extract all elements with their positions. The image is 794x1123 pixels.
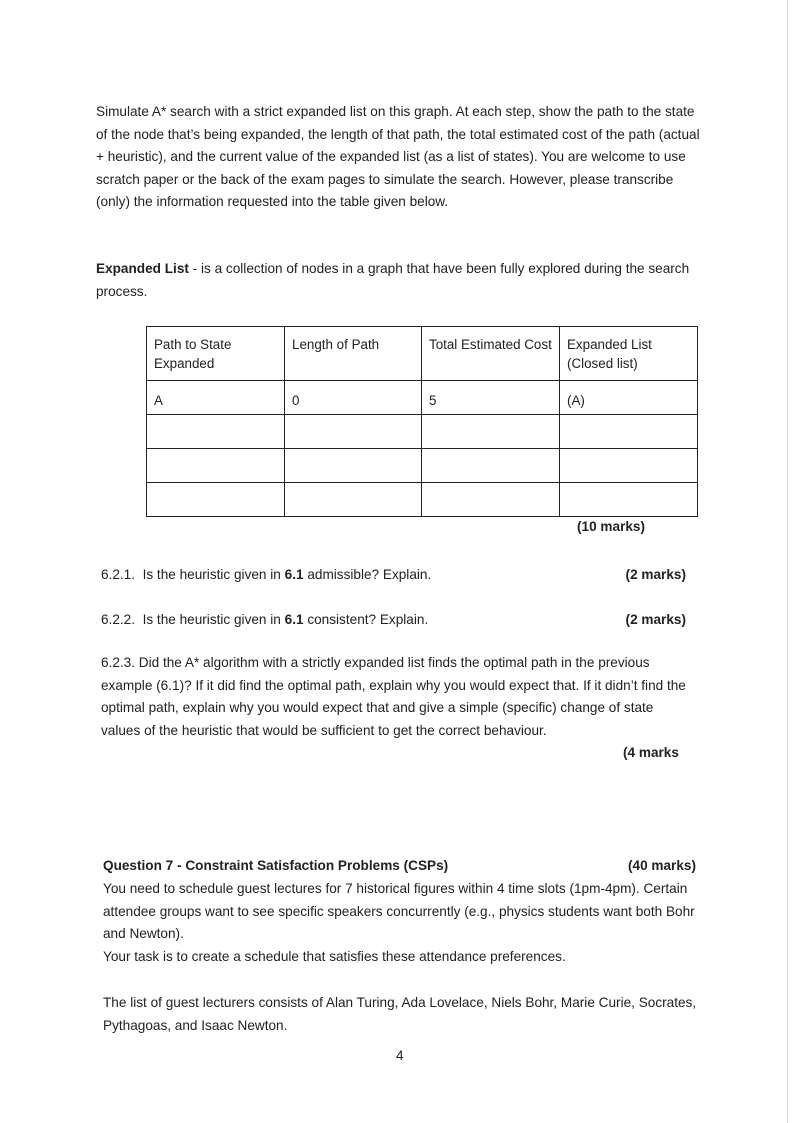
table-cell[interactable] <box>147 483 285 517</box>
table-row <box>147 415 698 449</box>
question-7-body <box>103 878 703 968</box>
table-cell[interactable] <box>285 449 422 483</box>
astar-table <box>146 326 698 517</box>
question-number: 6.2.2. <box>101 612 136 627</box>
question-7-heading <box>103 855 696 878</box>
table-cell[interactable] <box>147 449 285 483</box>
table-header-cell: Length of Path <box>285 327 422 381</box>
table-row <box>147 483 698 517</box>
table-cell[interactable] <box>422 449 560 483</box>
lecturer-list: The list of guest lecturers consists of Alan Turing, Ada Lovelace, Niels Bohr, Marie Curie, Socrates, Pythagoas, and Isaac Newton. <box>103 995 697 1033</box>
table-cell[interactable]: (A) <box>560 381 698 415</box>
table-cell[interactable] <box>560 415 698 449</box>
table-cell[interactable] <box>285 415 422 449</box>
question-6-2-2 <box>101 609 686 632</box>
question-number: 6.2.3. <box>101 655 136 670</box>
table-cell[interactable] <box>560 483 698 517</box>
table-cell[interactable] <box>147 415 285 449</box>
table-row <box>147 381 698 415</box>
question-text: Is the heuristic given in <box>142 567 285 582</box>
question-ref: 6.1 <box>284 612 304 627</box>
page-edge-line <box>787 0 788 1123</box>
question-number: 6.2.1. <box>101 567 136 582</box>
table-header-row <box>147 327 698 381</box>
question-marks: (4 marks <box>623 745 679 760</box>
table-cell[interactable] <box>422 415 560 449</box>
question-7-paragraph: Your task is to create a schedule that satisfies these attendance preferences. <box>103 948 566 964</box>
intro-paragraph: Simulate A* search with a strict expanded list on this graph. At each step, show the path to the state of the node that’s being expanded, the length of that path, the total estimated cost of the path (actual + heuristic), and the current value of the expanded list (as a list of states). You are welcome to use scratch paper or the back of the exam pages to simulate the search. However, please transcribe (only) the information requested into the table given below. <box>96 104 700 209</box>
question-7-paragraph: You need to schedule guest lectures for 7 historical figures within 4 time slots (1pm-4pm). Certain attendee groups want to see specific speakers concurrently (e.g., physics students want both Bohr and Newton). <box>103 881 695 941</box>
question-6-2-1 <box>101 564 686 587</box>
table-cell[interactable] <box>560 449 698 483</box>
table-marks: (10 marks) <box>577 519 646 534</box>
question-7-title: Question 7 - Constraint Satisfaction Problems (CSPs) <box>103 858 449 873</box>
table-cell[interactable] <box>285 483 422 517</box>
table-row <box>147 449 698 483</box>
question-text: admissible? Explain. <box>303 567 432 582</box>
question-6-2-3 <box>101 652 686 742</box>
question-7-marks: (40 marks) <box>627 858 696 873</box>
table-header-cell: Total Estimated Cost <box>422 327 560 381</box>
table-cell[interactable] <box>422 483 560 517</box>
table-header-cell: Path to State Expanded <box>147 327 285 381</box>
definition-paragraph <box>96 258 700 303</box>
table-cell[interactable]: 0 <box>285 381 422 415</box>
question-marks: (2 marks) <box>625 612 686 627</box>
question-text: consistent? Explain. <box>303 612 429 627</box>
table-header-cell: Expanded List (Closed list) <box>560 327 698 381</box>
table-cell[interactable]: 5 <box>422 381 560 415</box>
definition-text: - is a collection of nodes in a graph that have been fully explored during the search process. <box>96 261 690 299</box>
table-cell[interactable]: A <box>147 381 285 415</box>
definition-term: Expanded List <box>96 261 189 276</box>
question-ref: 6.1 <box>284 567 304 582</box>
question-text: Did the A* algorithm with a strictly expanded list finds the optimal path in the previous example (6.1)? If it did find the optimal path, explain why you would expect that. If it didn’t find the optimal path, explain why you would expect that and give a simple (specific) change of state values of the heuristic that would be sufficient to get the correct behaviour. <box>101 655 686 738</box>
page-number: 4 <box>396 1048 404 1063</box>
question-marks: (2 marks) <box>625 567 686 582</box>
question-text: Is the heuristic given in <box>142 612 285 627</box>
